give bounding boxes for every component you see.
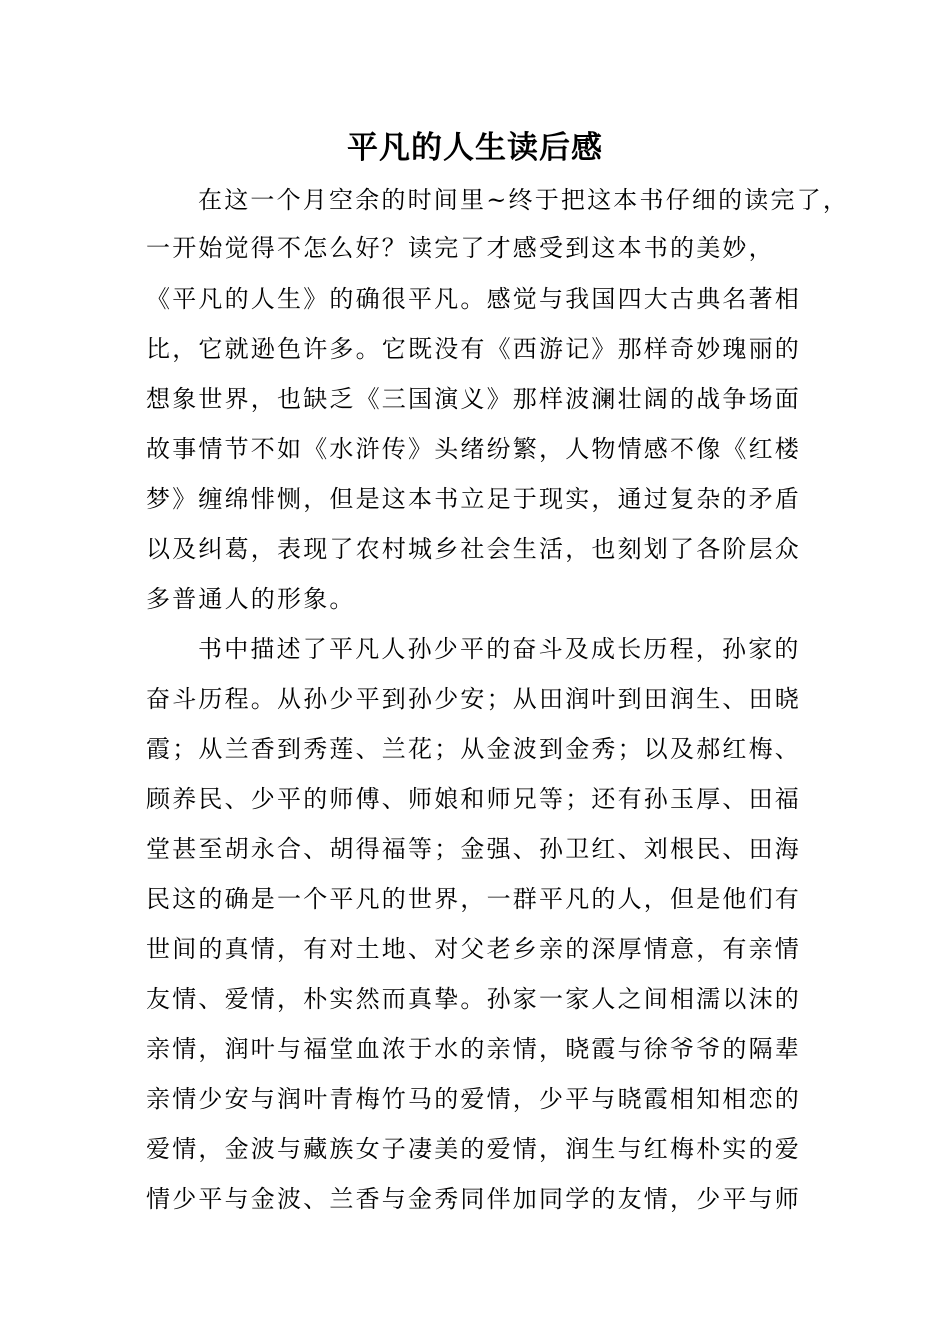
text-line: 爱情，金波与藏族女子凄美的爱情，润生与红梅朴实的爱: [146, 1135, 801, 1163]
text-line: 友情、爱情，朴实然而真挚。孙家一家人之间相濡以沫的: [146, 985, 801, 1013]
text-line: 顾养民、少平的师傅、师娘和师兄等；还有孙玉厚、田福: [146, 785, 801, 813]
text-line: 世间的真情，有对土地、对父老乡亲的深厚情意，有亲情: [146, 935, 801, 963]
page-title: 平凡的人生读后感: [347, 130, 603, 166]
text-line: 在这一个月空余的时间里~终于把这本书仔细的读完了，: [198, 186, 850, 214]
text-line: 民这的确是一个平凡的世界，一群平凡的人，但是他们有: [146, 885, 801, 913]
text-line: 《平凡的人生》的确很平凡。感觉与我国四大古典名著相: [146, 285, 801, 313]
text-line: 比，它就逊色许多。它既没有《西游记》那样奇妙瑰丽的: [146, 335, 801, 363]
text-line: 堂甚至胡永合、胡得福等；金强、孙卫红、刘根民、田海: [146, 835, 801, 863]
text-line: 一开始觉得不怎么好？读完了才感受到这本书的美妙，: [146, 234, 775, 262]
text-line: 书中描述了平凡人孙少平的奋斗及成长历程，孙家的: [198, 635, 801, 663]
text-line: 亲情，润叶与福堂血浓于水的亲情，晓霞与徐爷爷的隔辈: [146, 1035, 801, 1063]
text-line: 亲情少安与润叶青梅竹马的爱情，少平与晓霞相知相恋的: [146, 1085, 801, 1113]
text-line: 奋斗历程。从孙少平到孙少安；从田润叶到田润生、田晓: [146, 685, 801, 713]
text-line: 想象世界，也缺乏《三国演义》那样波澜壮阔的战争场面: [146, 385, 801, 413]
text-line: 情少平与金波、兰香与金秀同伴加同学的友情，少平与师: [146, 1185, 801, 1213]
text-line: 多普通人的形象。: [146, 585, 356, 613]
text-line: 故事情节不如《水浒传》头绪纷繁，人物情感不像《红楼: [146, 435, 801, 463]
text-line: 霞；从兰香到秀莲、兰花；从金波到金秀；以及郝红梅、: [146, 735, 801, 763]
text-line: 以及纠葛，表现了农村城乡社会生活，也刻划了各阶层众: [146, 535, 801, 563]
text-line: 梦》缠绵悱恻，但是这本书立足于现实，通过复杂的矛盾: [146, 485, 801, 513]
